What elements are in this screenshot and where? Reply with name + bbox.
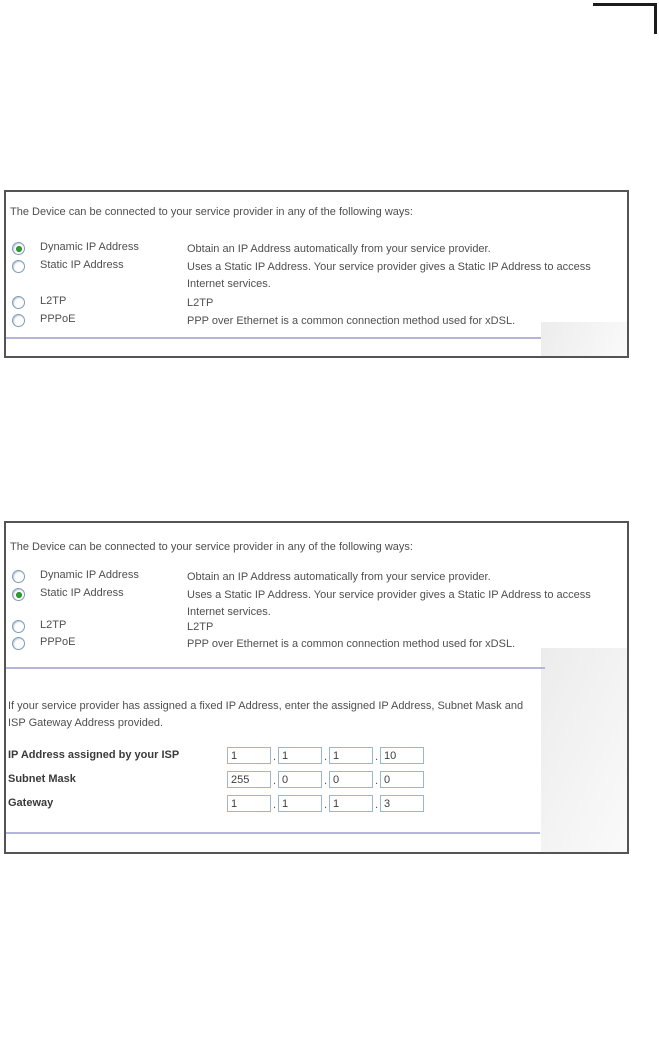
octet-separator: . — [323, 751, 328, 763]
static-ip-instructions-line1: If your service provider has assigned a fixed IP Address, enter the assigned IP Address, Subnet Mask and — [8, 700, 524, 712]
option-label-l2tp: L2TP — [40, 295, 67, 307]
gateway-octet-4[interactable] — [380, 795, 424, 812]
gateway-octet-1[interactable] — [227, 795, 271, 812]
ip-address-octet-1[interactable] — [227, 747, 271, 764]
section-divider — [6, 832, 540, 834]
radio-l2tp[interactable] — [12, 296, 25, 309]
option-row-pppoe — [6, 636, 627, 654]
radio-l2tp[interactable] — [12, 620, 25, 633]
ip-address-octet-4[interactable] — [380, 747, 424, 764]
option-desc-static-ip: Uses a Static IP Address. Your service provider gives a Static IP Address to access Internet services. — [187, 589, 591, 618]
octet-separator: . — [323, 799, 328, 811]
option-label-dynamic-ip: Dynamic IP Address — [40, 241, 139, 253]
subnet-mask-octet-group — [227, 771, 424, 788]
radio-pppoe[interactable] — [12, 314, 25, 327]
option-label-l2tp: L2TP — [40, 619, 67, 631]
option-row-l2tp — [6, 619, 627, 637]
option-row-dynamic-ip — [6, 569, 627, 587]
corner-mark-vertical-line — [654, 3, 657, 34]
corner-mark-horizontal-line — [593, 3, 657, 6]
subnet-mask-octet-2[interactable] — [278, 771, 322, 788]
subnet-mask-label: Subnet Mask — [8, 773, 76, 785]
wan-connection-type-panel-dynamic — [4, 190, 629, 358]
subnet-mask-octet-4[interactable] — [380, 771, 424, 788]
gateway-octet-2[interactable] — [278, 795, 322, 812]
ip-address-octet-3[interactable] — [329, 747, 373, 764]
page-background-block — [541, 648, 627, 852]
radio-static-ip[interactable] — [12, 260, 25, 273]
option-row-static-ip — [6, 259, 627, 290]
panel-intro-text: The Device can be connected to your service provider in any of the following ways: — [10, 206, 413, 218]
ip-address-label: IP Address assigned by your ISP — [8, 749, 180, 761]
octet-separator: . — [272, 799, 277, 811]
gateway-label: Gateway — [8, 797, 54, 809]
octet-separator: . — [374, 775, 379, 787]
section-divider — [6, 667, 545, 669]
option-label-pppoe: PPPoE — [40, 313, 76, 325]
option-desc-dynamic-ip: Obtain an IP Address automatically from your service provider. — [187, 571, 491, 583]
octet-separator: . — [272, 775, 277, 787]
static-ip-instructions — [8, 698, 523, 732]
option-row-l2tp — [6, 295, 627, 313]
section-divider — [6, 337, 541, 339]
gateway-octet-3[interactable] — [329, 795, 373, 812]
radio-pppoe[interactable] — [12, 637, 25, 650]
option-row-dynamic-ip — [6, 241, 627, 259]
radio-dynamic-ip[interactable] — [12, 570, 25, 583]
option-desc-l2tp: L2TP — [187, 297, 214, 309]
option-desc-pppoe: PPP over Ethernet is a common connection method used for xDSL. — [187, 638, 516, 650]
subnet-mask-octet-3[interactable] — [329, 771, 373, 788]
option-label-dynamic-ip: Dynamic IP Address — [40, 569, 139, 581]
octet-separator: . — [374, 799, 379, 811]
option-row-pppoe — [6, 313, 627, 331]
radio-static-ip[interactable] — [12, 588, 25, 601]
static-ip-instructions-line2: ISP Gateway Address provided. — [8, 717, 164, 729]
ip-address-octet-group — [227, 747, 424, 764]
option-desc-pppoe: PPP over Ethernet is a common connection method used for xDSL. — [187, 315, 516, 327]
option-row-static-ip — [6, 587, 627, 618]
octet-separator: . — [374, 751, 379, 763]
octet-separator: . — [272, 751, 277, 763]
option-label-static-ip: Static IP Address — [40, 587, 124, 599]
subnet-mask-octet-1[interactable] — [227, 771, 271, 788]
option-desc-dynamic-ip: Obtain an IP Address automatically from your service provider. — [187, 243, 491, 255]
ip-address-octet-2[interactable] — [278, 747, 322, 764]
option-label-static-ip: Static IP Address — [40, 259, 124, 271]
option-desc-l2tp: L2TP — [187, 621, 214, 633]
option-label-pppoe: PPPoE — [40, 636, 76, 648]
radio-dynamic-ip[interactable] — [12, 242, 25, 255]
page-background-block — [541, 322, 627, 356]
gateway-octet-group — [227, 795, 424, 812]
octet-separator: . — [323, 775, 328, 787]
option-desc-static-ip: Uses a Static IP Address. Your service provider gives a Static IP Address to access Internet services. — [187, 261, 591, 290]
panel-intro-text: The Device can be connected to your service provider in any of the following ways: — [10, 541, 413, 553]
wan-connection-type-panel-static — [4, 521, 629, 854]
